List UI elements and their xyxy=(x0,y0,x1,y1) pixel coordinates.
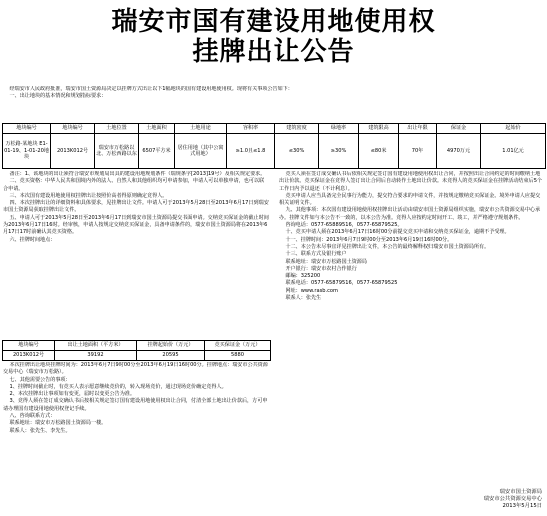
table-cell: 居住用地（其中公寓式用地） xyxy=(175,134,227,169)
table-cell: 万松路·某地块 E1-01-19、1-01-20地块 xyxy=(3,134,51,169)
table-row xyxy=(3,134,546,169)
header-cell: 出让年限 xyxy=(399,124,437,134)
header-cell: 地块编号 xyxy=(51,124,95,134)
header-cell: 出让土地面积（平方米） xyxy=(55,341,137,351)
right-column-text: 竞买人须在签订成交确认书后依相关规定签订国有建设用地使用权出让合同，并按照出让合同约定的时间缴纳土地出让价款。竞买保证金在竞得人签订出让合同后自动转作土地出让价款。未竞得人的竞买保证金在挂牌活动结束后5个工作日内予以退还（不计利息）。 竞买申请人应当具备完全民事行为能力，提交符合要求的申请文件，并按规定缴纳竞买保证金。境外申请人应提交相关证明文件。 九、其他事项：本次国有建设用地使用权挂牌出让活动由瑞安市国土资源局组织实施，瑞安市公共资源交易中心承办。挂牌文件如与本公告不一致的，以本公告为准。竞得人应按约定时间开工、竣工，并严格遵守规划条件。 咨询电话：0577-65889516，0577-65879525。 十、竞买申请人须在2013年6月17日16时00分前提交竞买申请和交纳竞买保证金，逾期不予受理。 十一、挂牌时间：2013年6月7日9时00分至2013年6月19日16时00分。 十二、本公告未尽事宜详见挂牌出让文件，本公告的最终解释权归瑞安市国土资源局所有。 十三、联系方式及银行账户 联系地址：瑞安市万松路国土资源局 开户银行：瑞安市农村合作银行 邮编：325200 联系电话：0577-65879516，0577-65879525 网址：www.rasb.com 联系人：张先生 xyxy=(279,171,543,302)
table-cell: ≤80米 xyxy=(359,134,399,169)
auction-table-header xyxy=(3,341,271,351)
header-cell: 建筑密度 xyxy=(275,124,319,134)
header-cell: 绿地率 xyxy=(319,124,359,134)
header-cell: 竞买保证金（万元） xyxy=(205,341,271,351)
left-column-text: 备注：1、该地块的出让须符合瑞安市规划局出具的建设用地规划条件（瑞规条字[2013]19号）及相关规定要求。 二、竞买资格：中华人民共和国境内外的法人、自然人和其他组织均可申请参加，申请人可以单独申请，也可以联合申请。 三、本次国有建设用地使用权挂牌出让按照价高者得原则确定竞得人。 四、本次挂牌出让的详细资料和具体要求，见挂牌出让文件。申请人可于2013年5月28日至2013年6月17日到瑞安市国土资源局获取挂牌出让文件。 五、申请人可于2013年5月28日至2013年6月17日到瑞安市国土资源局提交书面申请。交纳竞买保证金的截止时间为2013年6月17日16时。经审核，申请人按规定交纳竞买保证金，具备申请条件的，瑞安市国土资源局将在2013年6月17日17时前确认其竞买资格。 六、挂牌时间地点： xyxy=(3,171,269,243)
issuer-name: 瑞安市国土资源局 xyxy=(499,489,542,495)
header-cell: 地块编号 xyxy=(3,124,51,134)
table-cell: ≤30% xyxy=(275,134,319,169)
table-cell: 20595 xyxy=(137,351,205,361)
table-cell: 1.01亿元 xyxy=(481,134,546,169)
table-cell: 2013K012号 xyxy=(51,134,95,169)
left-column-text-2: 本次挂牌出让地块挂牌时间为：2013年6月7日9时00分至2013年6月19日16时00分。挂牌地点：瑞安市公共资源交易中心（瑞安市万松路）。 七、其他需要公告的事项： 1、挂牌时间截止时，有竞买人表示愿意继续竞价的，转入现场竞价，通过现场竞价确定竞得人。 2、本次挂牌出让事项如有变更，届时以变更公告为准。 3、竞得人须在签订成交确认书后按相关规定签订国有建设用地使用权出让合同，付清全部土地出让价款后，方可申请办理国有建设用地使用权登记手续。 八、咨询联系方式： 联系地址：瑞安市万松路国土资源局一楼。 联系人：张先生、李先生。 xyxy=(3,362,268,434)
table-cell: 39192 xyxy=(55,351,137,361)
header-cell: 建筑限高 xyxy=(359,124,399,134)
issue-date: 2013年5月15日 xyxy=(502,503,542,509)
header-cell: 地块编号 xyxy=(3,341,55,351)
table-cell: 5880 xyxy=(205,351,271,361)
intro-paragraph: 经瑞安市人民政府批准，瑞安市国土资源局决定以挂牌方式出让以下1幅地块的国有建设用地使用权。现将有关事项公告如下： 一、出让地块的基本情况和规划指标要求： xyxy=(9,86,293,100)
parcel-table-header xyxy=(3,124,546,134)
header-cell: 土地位置 xyxy=(95,124,139,134)
table-row xyxy=(3,351,271,361)
table-cell: ≥1.0且≤1.8 xyxy=(227,134,275,169)
table-cell: 4970万元 xyxy=(437,134,481,169)
table-cell: 6507平方米 xyxy=(139,134,175,169)
signoff-block xyxy=(456,489,542,510)
header-cell: 土地用途 xyxy=(175,124,227,134)
table-cell: 70年 xyxy=(399,134,437,169)
page-title-line2: 挂牌出让公告 xyxy=(192,37,355,67)
header-cell: 保证金 xyxy=(437,124,481,134)
parcel-table xyxy=(2,123,546,169)
header-cell: 挂牌起始价（万元） xyxy=(137,341,205,351)
header-cell: 起始价 xyxy=(481,124,546,134)
table-cell: ≥30% xyxy=(319,134,359,169)
header-cell: 土地面积 xyxy=(139,124,175,134)
table-cell: 2013K012号 xyxy=(3,351,55,361)
page-title-line1: 瑞安市国有建设用地使用权 xyxy=(111,7,436,37)
issuer-name-2: 瑞安市公共资源交易中心 xyxy=(483,496,542,502)
header-cell: 容积率 xyxy=(227,124,275,134)
auction-table xyxy=(2,340,271,361)
table-cell: 瑞安市万松路以北、万松西路以东 xyxy=(95,134,139,169)
